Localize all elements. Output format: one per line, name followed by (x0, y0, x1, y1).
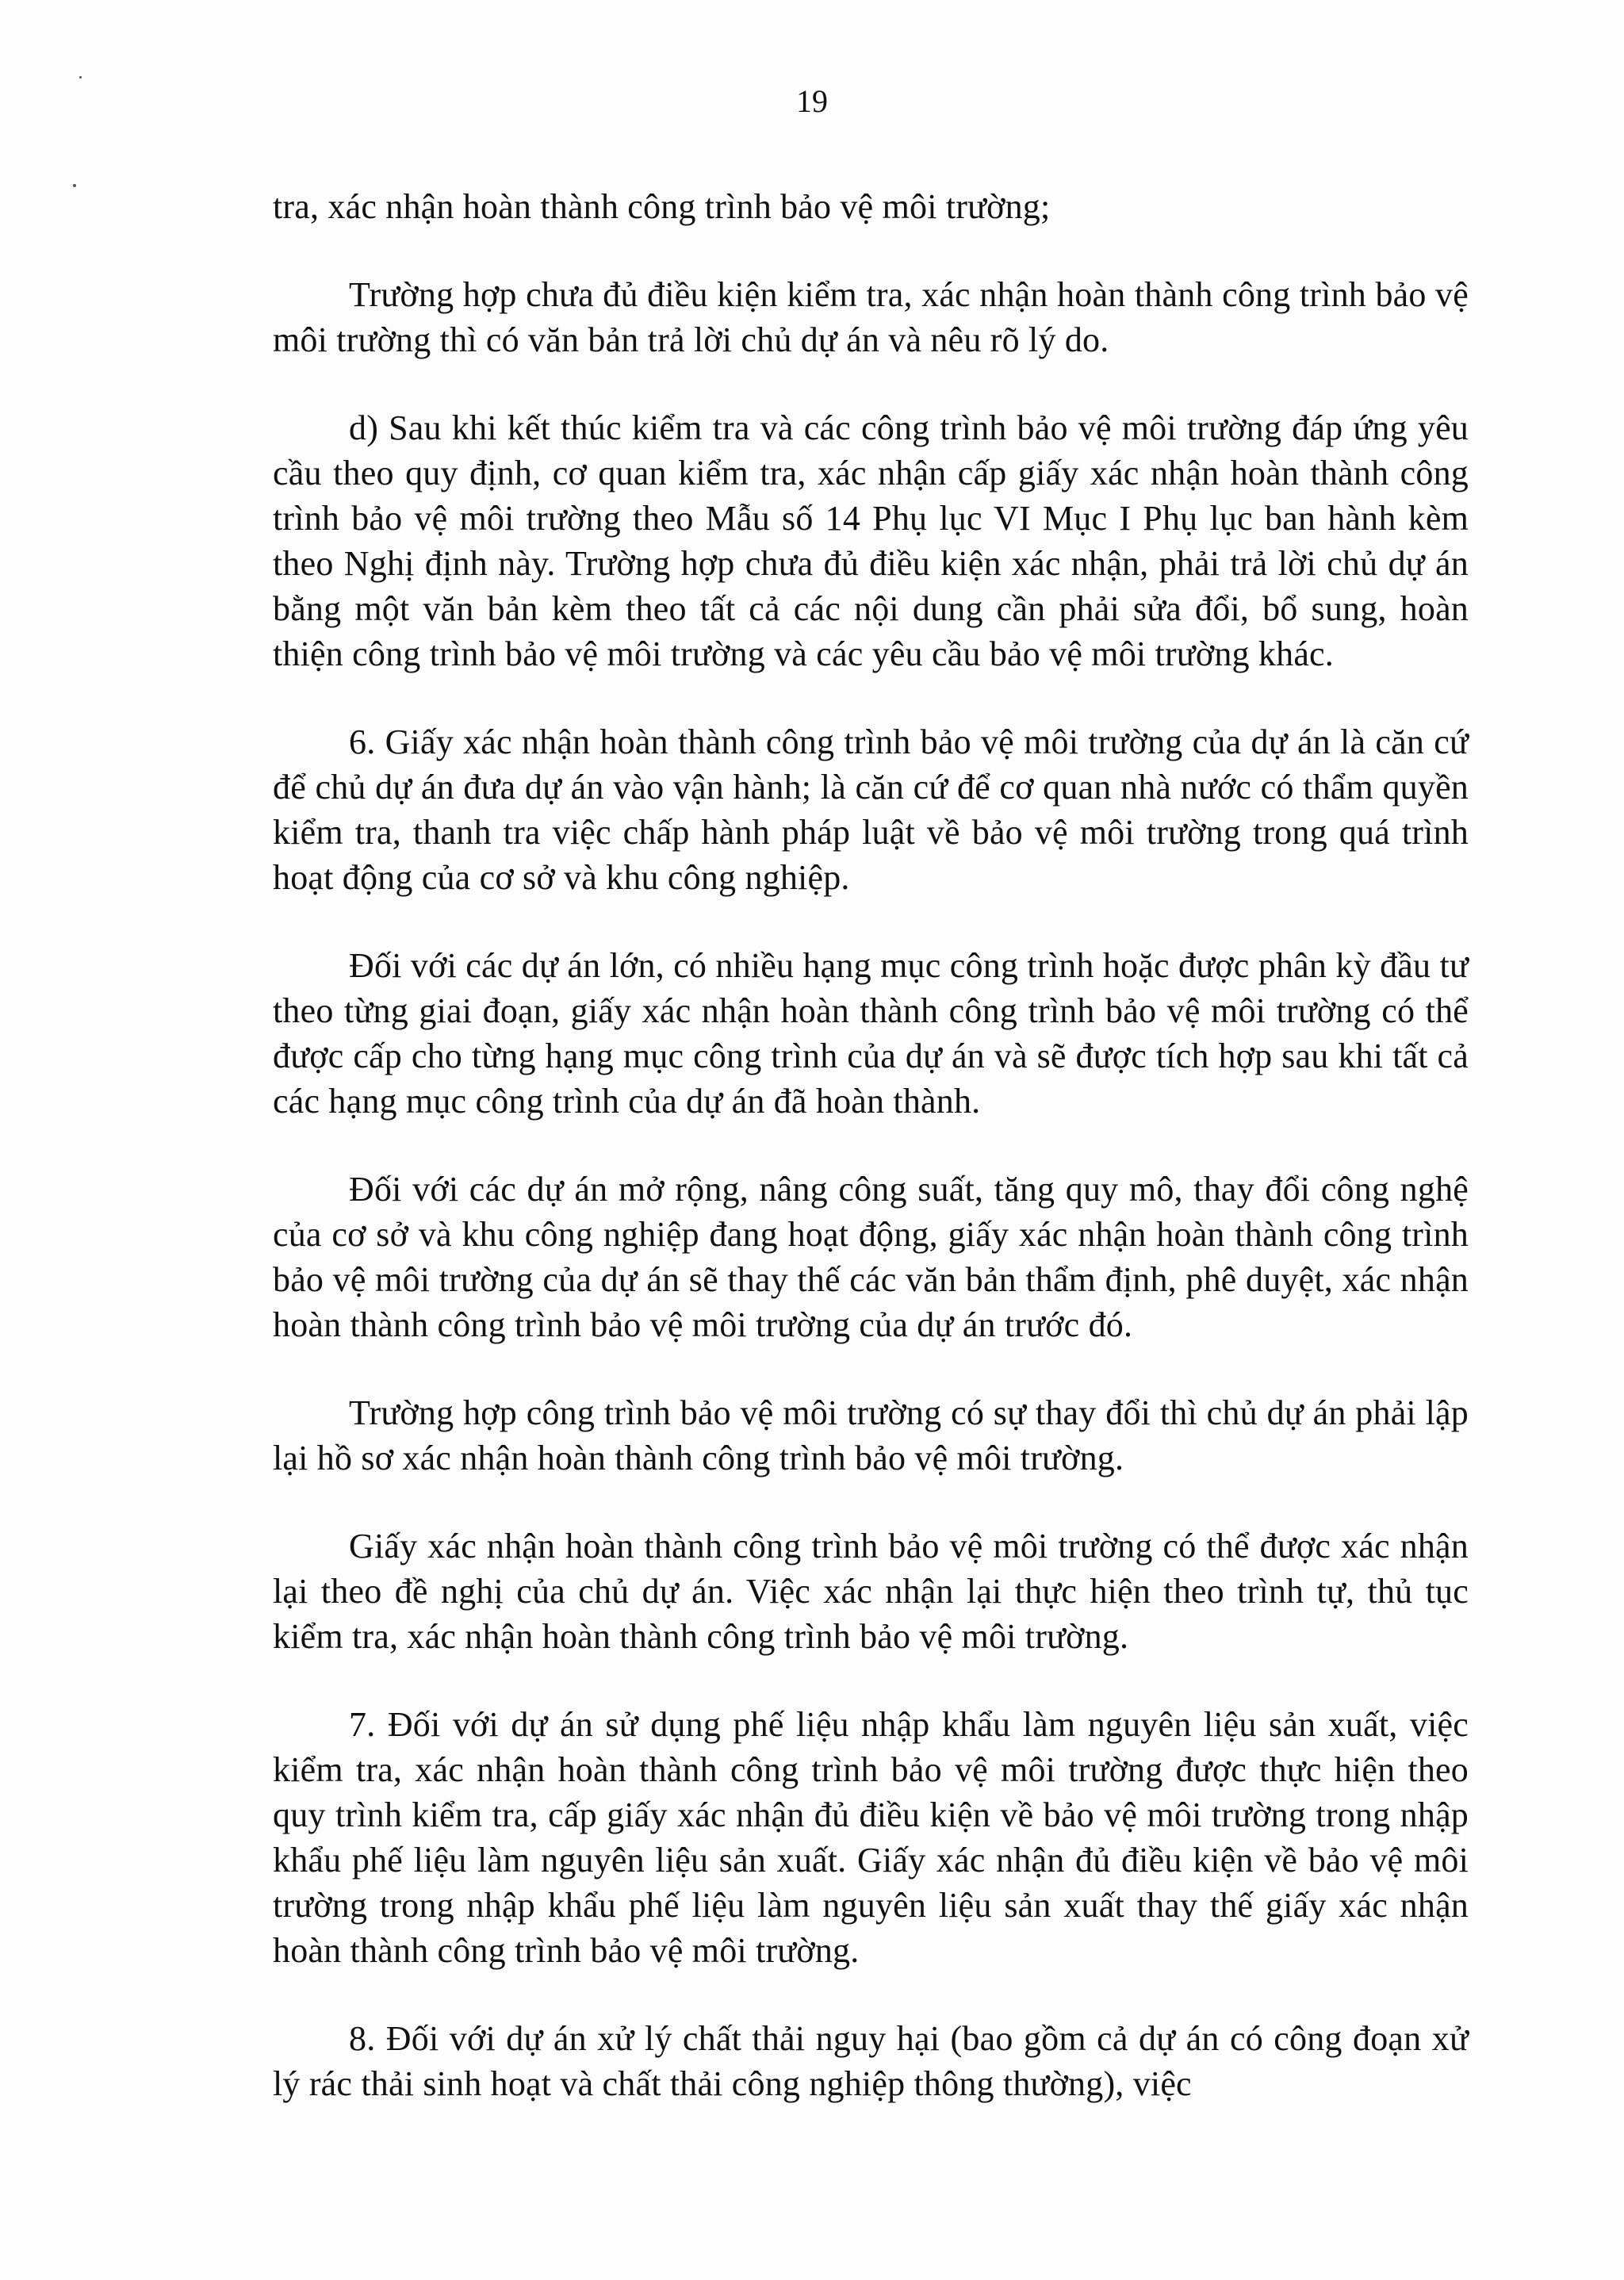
paragraph: Giấy xác nhận hoàn thành công trình bảo vệ môi trường có thể được xác nhận lại theo đề nghị của chủ dự án. Việc xác nhận lại thực hiện theo trình tự, thủ tục kiểm tra, xác nhận hoàn thành công trình bảo vệ môi trường. (273, 1527, 1469, 1656)
paragraph: 8. Đối với dự án xử lý chất thải nguy hại (bao gồm cả dự án có công đoạn xử lý rác thải sinh hoạt và chất thải công nghiệp thông thường), việc (273, 2019, 1469, 2103)
scan-speck (79, 76, 82, 79)
paragraph: Đối với các dự án mở rộng, nâng công suất, tăng quy mô, thay đổi công nghệ của cơ sở và khu công nghiệp đang hoạt động, giấy xác nhận hoàn thành công trình bảo vệ môi trường của dự án sẽ thay thế các văn bản thẩm định, phê duyệt, xác nhận hoàn thành công trình bảo vệ môi trường của dự án trước đó. (273, 1170, 1469, 1344)
paragraph: 6. Giấy xác nhận hoàn thành công trình bảo vệ môi trường của dự án là căn cứ để chủ dự án đưa dự án vào vận hành; là căn cứ để cơ quan nhà nước có thẩm quyền kiểm tra, thanh tra việc chấp hành pháp luật về bảo vệ môi trường trong quá trình hoạt động của cơ sở và khu công nghiệp. (273, 722, 1469, 897)
paragraph: 7. Đối với dự án sử dụng phế liệu nhập khẩu làm nguyên liệu sản xuất, việc kiểm tra, xác nhận hoàn thành công trình bảo vệ môi trường được thực hiện theo quy trình kiểm tra, cấp giấy xác nhận đủ điều kiện về bảo vệ môi trường trong nhập khẩu phế liệu làm nguyên liệu sản xuất. Giấy xác nhận đủ điều kiện về bảo vệ môi trường trong nhập khẩu phế liệu làm nguyên liệu sản xuất thay thế giấy xác nhận hoàn thành công trình bảo vệ môi trường. (273, 1705, 1469, 1970)
document-body (273, 184, 1469, 2149)
paragraph: d) Sau khi kết thúc kiểm tra và các công trình bảo vệ môi trường đáp ứng yêu cầu theo quy định, cơ quan kiểm tra, xác nhận cấp giấy xác nhận hoàn thành công trình bảo vệ môi trường theo Mẫu số 14 Phụ lục VI Mục I Phụ lục ban hành kèm theo Nghị định này. Trường hợp chưa đủ điều kiện xác nhận, phải trả lời chủ dự án bằng một văn bản kèm theo tất cả các nội dung cần phải sửa đổi, bổ sung, hoàn thiện công trình bảo vệ môi trường và các yêu cầu bảo vệ môi trường khác. (273, 408, 1469, 673)
page-number: 19 (796, 83, 828, 119)
paragraph: tra, xác nhận hoàn thành công trình bảo vệ môi trường; (273, 187, 1051, 226)
paragraph: Trường hợp công trình bảo vệ môi trường có sự thay đổi thì chủ dự án phải lập lại hồ sơ xác nhận hoàn thành công trình bảo vệ môi trường. (273, 1393, 1469, 1477)
paragraph: Đối với các dự án lớn, có nhiều hạng mục công trình hoặc được phân kỳ đầu tư theo từng giai đoạn, giấy xác nhận hoàn thành công trình bảo vệ môi trường có thể được cấp cho từng hạng mục công trình của dự án và sẽ được tích hợp sau khi tất cả các hạng mục công trình của dự án đã hoàn thành. (273, 946, 1469, 1121)
scan-speck (73, 184, 76, 187)
paragraph: Trường hợp chưa đủ điều kiện kiểm tra, xác nhận hoàn thành công trình bảo vệ môi trường thì có văn bản trả lời chủ dự án và nêu rõ lý do. (273, 275, 1469, 359)
